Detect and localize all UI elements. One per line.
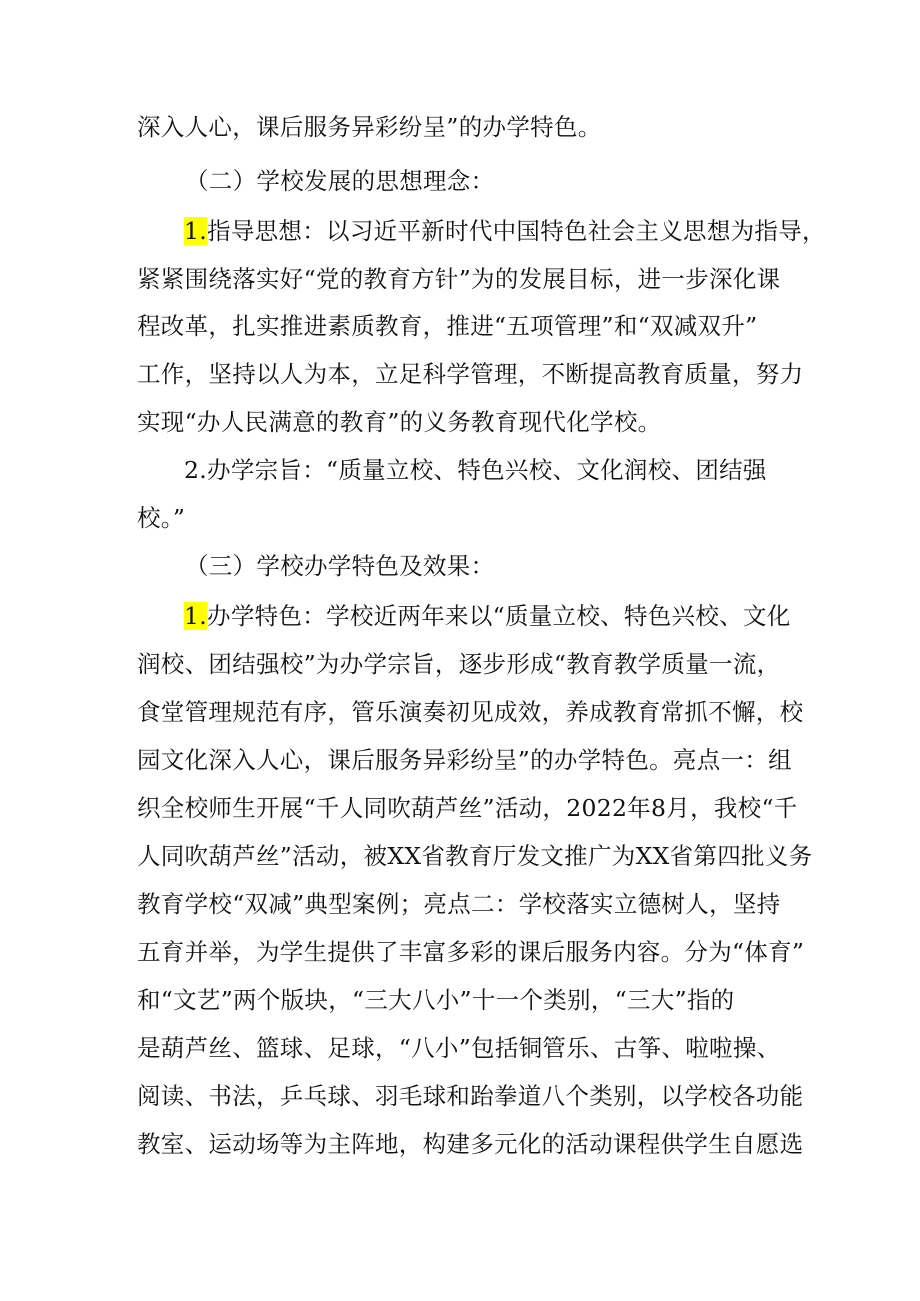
line-text: 工作，坚持以人为本，立足科学管理，不断提高教育质量，努力	[137, 360, 804, 388]
section-heading-3	[185, 546, 920, 586]
paragraph-line	[137, 1076, 920, 1116]
paragraph-line	[137, 788, 920, 828]
paragraph-line	[137, 932, 920, 972]
line-text: 食堂管理规范有序，管乐演奏初见成效，养成教育常抓不懈，校	[137, 698, 804, 726]
line-text: 五育并举，为学生提供了丰富多彩的课后服务内容。分为“体育”	[137, 938, 805, 966]
paragraph-line	[137, 354, 920, 394]
line-text: 阅读、书法，乒乓球、羽毛球和跆拳道八个类别，以学校各功能	[137, 1082, 804, 1110]
paragraph-line	[184, 211, 920, 251]
line-text: 和“文艺”两个版块，“三大八小”十一个类别，“三大”指的	[137, 986, 735, 1014]
line-text: 润校、团结强校”为办学宗旨，逐步形成“教育教学质量一流，	[137, 650, 781, 678]
line-text: 教室、运动场等为主阵地，构建多元化的活动课程供学生自愿选	[137, 1130, 804, 1158]
paragraph-line	[137, 836, 920, 876]
line-text: 紧紧围绕落实好“党的教育方针”为的发展目标，进一步深化课	[137, 265, 781, 293]
line-text: 程改革，扎实推进素质教育，推进“五项管理”和“双减双升”	[137, 312, 758, 340]
line-text: 深入人心，课后服务异彩纷呈”的办学特色。	[137, 113, 602, 141]
paragraph-line	[184, 450, 920, 490]
paragraph-line	[137, 306, 920, 346]
paragraph-line	[137, 980, 920, 1020]
line-text: 织全校师生开展“千人同吹葫芦丝”活动，2022年8月，我校“千	[137, 794, 798, 822]
paragraph-line	[137, 259, 920, 299]
line-text: 人同吹葫芦丝”活动，被XX省教育厅发文推广为XX省第四批义务	[137, 842, 813, 870]
paragraph-line	[137, 692, 920, 732]
line-text: 办学特色：学校近两年来以“质量立校、特色兴校、文化	[207, 602, 791, 630]
paragraph-line	[137, 402, 920, 442]
paragraph-line	[137, 107, 920, 147]
heading-text: （三）学校办学特色及效果：	[185, 552, 495, 580]
paragraph-line	[184, 596, 920, 636]
paragraph-line	[137, 644, 920, 684]
line-text: 校。”	[137, 504, 186, 532]
line-text: 实现“办人民满意的教育”的义务教育现代化学校。	[137, 408, 662, 436]
line-text: 指导思想：以习近平新时代中国特色社会主义思想为指导，	[207, 217, 826, 245]
paragraph-line	[137, 498, 920, 538]
paragraph-line	[137, 1028, 920, 1068]
list-number-highlight: 1.	[184, 217, 208, 245]
line-text: 2.办学宗旨：“质量立校、特色兴校、文化润校、团结强	[184, 456, 767, 484]
paragraph-line	[137, 740, 920, 780]
paragraph-line	[137, 1124, 920, 1164]
paragraph-line	[137, 884, 920, 924]
line-text: 园文化深入人心，课后服务异彩纷呈”的办学特色。亮点一：组	[137, 746, 792, 774]
line-text: 教育学校“双减”典型案例；亮点二：学校落实立德树人，坚持	[137, 890, 781, 918]
list-number-highlight: 1.	[184, 602, 208, 630]
section-heading-2	[185, 161, 920, 201]
line-text: 是葫芦丝、篮球、足球，“八小”包括铜管乐、古筝、啦啦操、	[137, 1034, 781, 1062]
heading-text: （二）学校发展的思想理念：	[185, 167, 495, 195]
